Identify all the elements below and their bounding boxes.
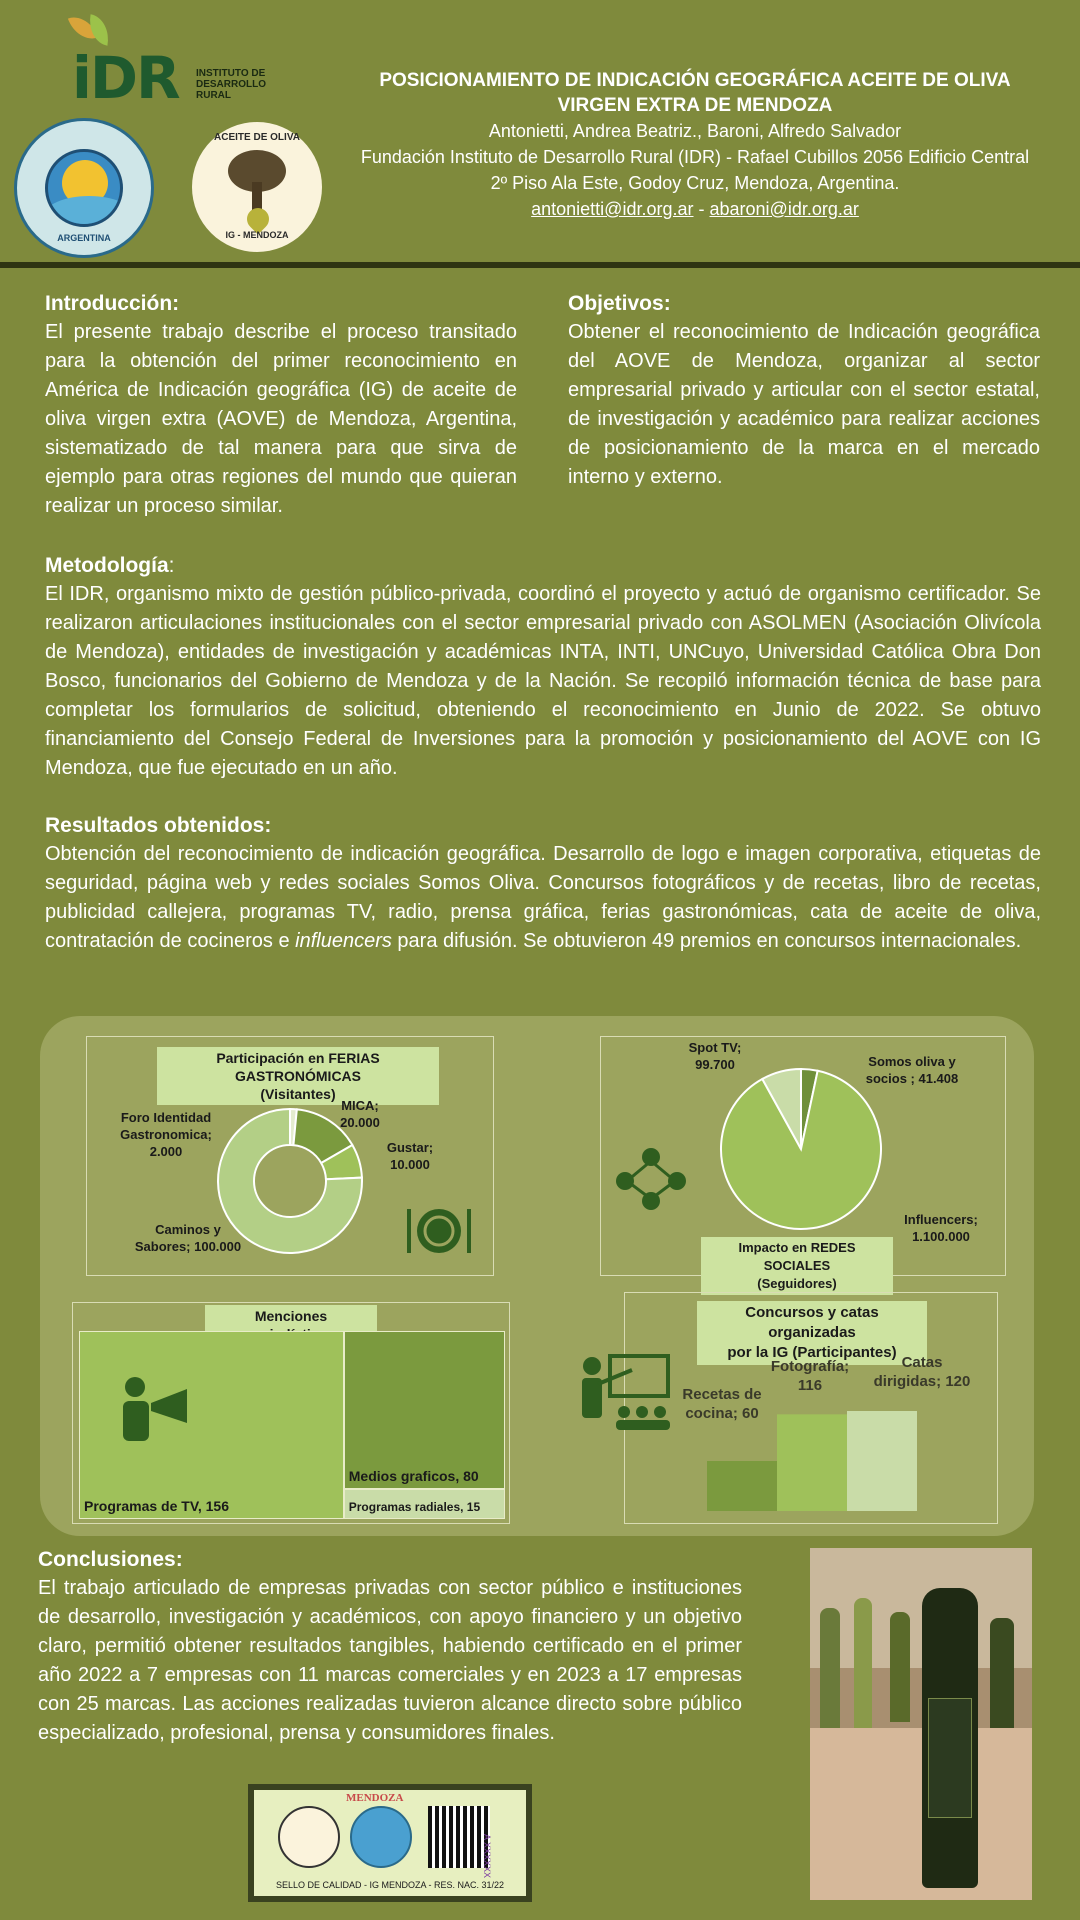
results-section [45, 812, 1041, 956]
oil-seal-mini [278, 1806, 340, 1868]
intro-text: El presente trabajo describe el proceso transitado para la obtención del primer reconocimiento en América de Indicación geográfica (IG) de aceite de oliva virgen extra (AOVE) de Mendoza, Argentina, sistematizado de tal manera para que sirva de ejemplo para otras regiones del mundo que quieran realizar un proceso similar. [45, 321, 517, 517]
oil-seal-top-text: ACEITE DE OLIVA [214, 132, 300, 143]
objectives-section [568, 290, 1040, 492]
bar-recetas-de-cocina [707, 1461, 777, 1511]
bar-label-fotografia: Fotografía; 116 [770, 1358, 850, 1394]
slice-label-somos-oliva: Somos oliva y socios ; 41.408 [865, 1054, 959, 1086]
concursos-chart-panel [624, 1292, 998, 1524]
treemap-cell-programas-radiales [344, 1489, 505, 1519]
menciones-chart-title: Menciones [205, 1305, 377, 1345]
bar-catas-dirigidas [847, 1411, 917, 1511]
idr-logo-text: iDR [72, 44, 179, 112]
methodology-text: El IDR, organismo mixto de gestión público-privada, coordinó el proyecto y actuó de organismo certificador. Se realizaron articulaciones institucionales con el sector empresarial privado con ASOLMEN (Asociación Olivícola de Mendoza), entidades de investigación y académicas INTA, INTI, UNCuyo, Universidad Católica Obra Don Bosco, funcionarios del Gobierno de Mendoza y de la Nación. Se recopiló información técnica de base para completar los formularios de solicitud, obteniendo el reconocimiento en Junio de 2022. Se obtuvo financiamiento del Consejo Federal de Inversiones para la promoción y posicionamiento del AOVE con IG Mendoza, que fue ejecutado en un año. [45, 583, 1041, 779]
stamp-word: MENDOZA [346, 1792, 404, 1804]
oil-seal-bottom-text: IG - MENDOZA [225, 230, 289, 240]
conclusions-section [38, 1546, 742, 1748]
plate-cutlery-icon [401, 1203, 481, 1259]
methodology-heading: Metodología: [45, 554, 175, 577]
email-link-2[interactable]: abaroni@idr.org.ar [709, 199, 859, 219]
qr-code [428, 1806, 490, 1868]
concursos-chart-title: Concursos y catas organizadas por la IG (Participantes) [697, 1301, 927, 1365]
treemap-cell-medios-graficos [344, 1331, 505, 1489]
title-block [330, 68, 1060, 222]
redes-chart-panel [600, 1036, 1006, 1291]
treemap-label: Medios graficos, 80 [348, 1468, 479, 1485]
ferias-chart-panel [86, 1036, 494, 1276]
objectives-heading: Objetivos: [568, 292, 671, 315]
address: 2º Piso Ala Este, Godoy Cruz, Mendoza, Argentina. [490, 173, 900, 193]
emails: antonietti@idr.org.ar - abaroni@idr.org.ar [531, 199, 859, 219]
teacher-classroom-icon [576, 1350, 676, 1440]
treemap-label: Programas radiales, 15 [348, 1499, 481, 1514]
authors: Antonietti, Andrea Beatriz., Baroni, Alfredo Salvador [488, 121, 902, 141]
idr-logo [72, 14, 282, 112]
argentina-seal-label: ARGENTINA [57, 233, 111, 243]
menciones-chart-panel [72, 1302, 510, 1524]
slice-label-caminos: Caminos y Sabores; 100.000 [134, 1222, 242, 1254]
conclusions-heading: Conclusiones: [38, 1548, 183, 1571]
bar-fotografía [777, 1414, 847, 1511]
intro-section [45, 290, 517, 521]
argentina-gi-seal [14, 118, 154, 258]
slice-label-gustar: Gustar; 10.000 [386, 1140, 434, 1172]
idr-logo-subtitle: INSTITUTO DE DESARROLLO RURAL [196, 68, 266, 101]
stamp-caption: SELLO DE CALIDAD - IG MENDOZA - RES. NAC. 31/22 [275, 1880, 505, 1890]
methodology-section [45, 552, 1041, 783]
affiliation: Fundación Instituto de Desarrollo Rural (IDR) - Rafael Cubillos 2056 Edificio Central [360, 147, 1030, 167]
bar-label-recetas: Recetas de cocina; 60 [682, 1386, 762, 1422]
treemap-label: Programas de TV, 156 [84, 1498, 230, 1514]
poster-title-line1: POSICIONAMIENTO DE INDICACIÓN GEOGRÁFICA ACEITE DE OLIVA [379, 70, 1011, 91]
email-link-1[interactable]: antonietti@idr.org.ar [531, 199, 694, 219]
megaphone-person-icon [117, 1373, 197, 1447]
results-infographic [40, 1016, 1034, 1536]
olive-oil-bottle-photo [810, 1548, 1032, 1900]
slice-label-spot-tv: Spot TV; 99.700 [688, 1040, 742, 1072]
olive-oil-ig-seal [192, 122, 322, 252]
slice-label-foro: Foro Identidad Gastronomica; 2.000 [120, 1110, 212, 1159]
results-heading: Resultados obtenidos: [45, 814, 272, 837]
ferias-chart-title: Participación en FERIAS GASTRONÓMICAS (Visitantes) [157, 1047, 439, 1105]
slice-label-influencers: Influencers; 1.100.000 [904, 1212, 978, 1244]
social-network-icon [611, 1141, 691, 1215]
argentina-seal-mini [350, 1806, 412, 1868]
objectives-text: Obtener el reconocimiento de Indicación geográfica del AOVE de Mendoza, organizar al sector empresarial privado y articular con el sector estatal, de investigación y académico para realizar acciones de posicionamiento de la marca en el mercado interno y externo. [568, 321, 1040, 488]
poster-title-line2: VIRGEN EXTRA DE MENDOZA [557, 95, 833, 116]
quality-seal-stamp [248, 1784, 532, 1902]
intro-heading: Introducción: [45, 292, 180, 315]
results-text: Obtención del reconocimiento de indicación geográfica. Desarrollo de logo e imagen corporativa, etiquetas de seguridad, página web y redes sociales Somos Oliva. Concursos fotográficos y de recetas, libro de recetas, publicidad callejera, programas TV, radio, prensa gráfica, ferias gastronómicas, cata de aceite de oliva, contratación de cocineros e influencers para difusión. Se obtuvieron 49 premios en concursos internacionales. [45, 843, 1041, 952]
header-divider [0, 262, 1080, 268]
slice-label-mica: MICA; 20.000 [340, 1098, 380, 1130]
redes-chart-title: Impacto en REDES SOCIALES (Seguidores) [701, 1237, 893, 1295]
bar-label-catas: Catas dirigidas; 120 [873, 1354, 971, 1390]
conclusions-text: El trabajo articulado de empresas privadas con sector público e instituciones de desarrollo, investigación y académicos, con apoyo financiero y un objetivo claro, permitió obtener resultados tangibles, habiendo certificado en el primer año 2022 a 7 empresas con 11 marcas comerciales y en 2023 a 17 empresas con 25 marcas. Las acciones realizadas tuvieron alcance directo sobre público especializado, profesional, prensa y consumidores finales. [38, 1577, 742, 1744]
stamp-code: A XXXXXX [482, 1834, 492, 1879]
